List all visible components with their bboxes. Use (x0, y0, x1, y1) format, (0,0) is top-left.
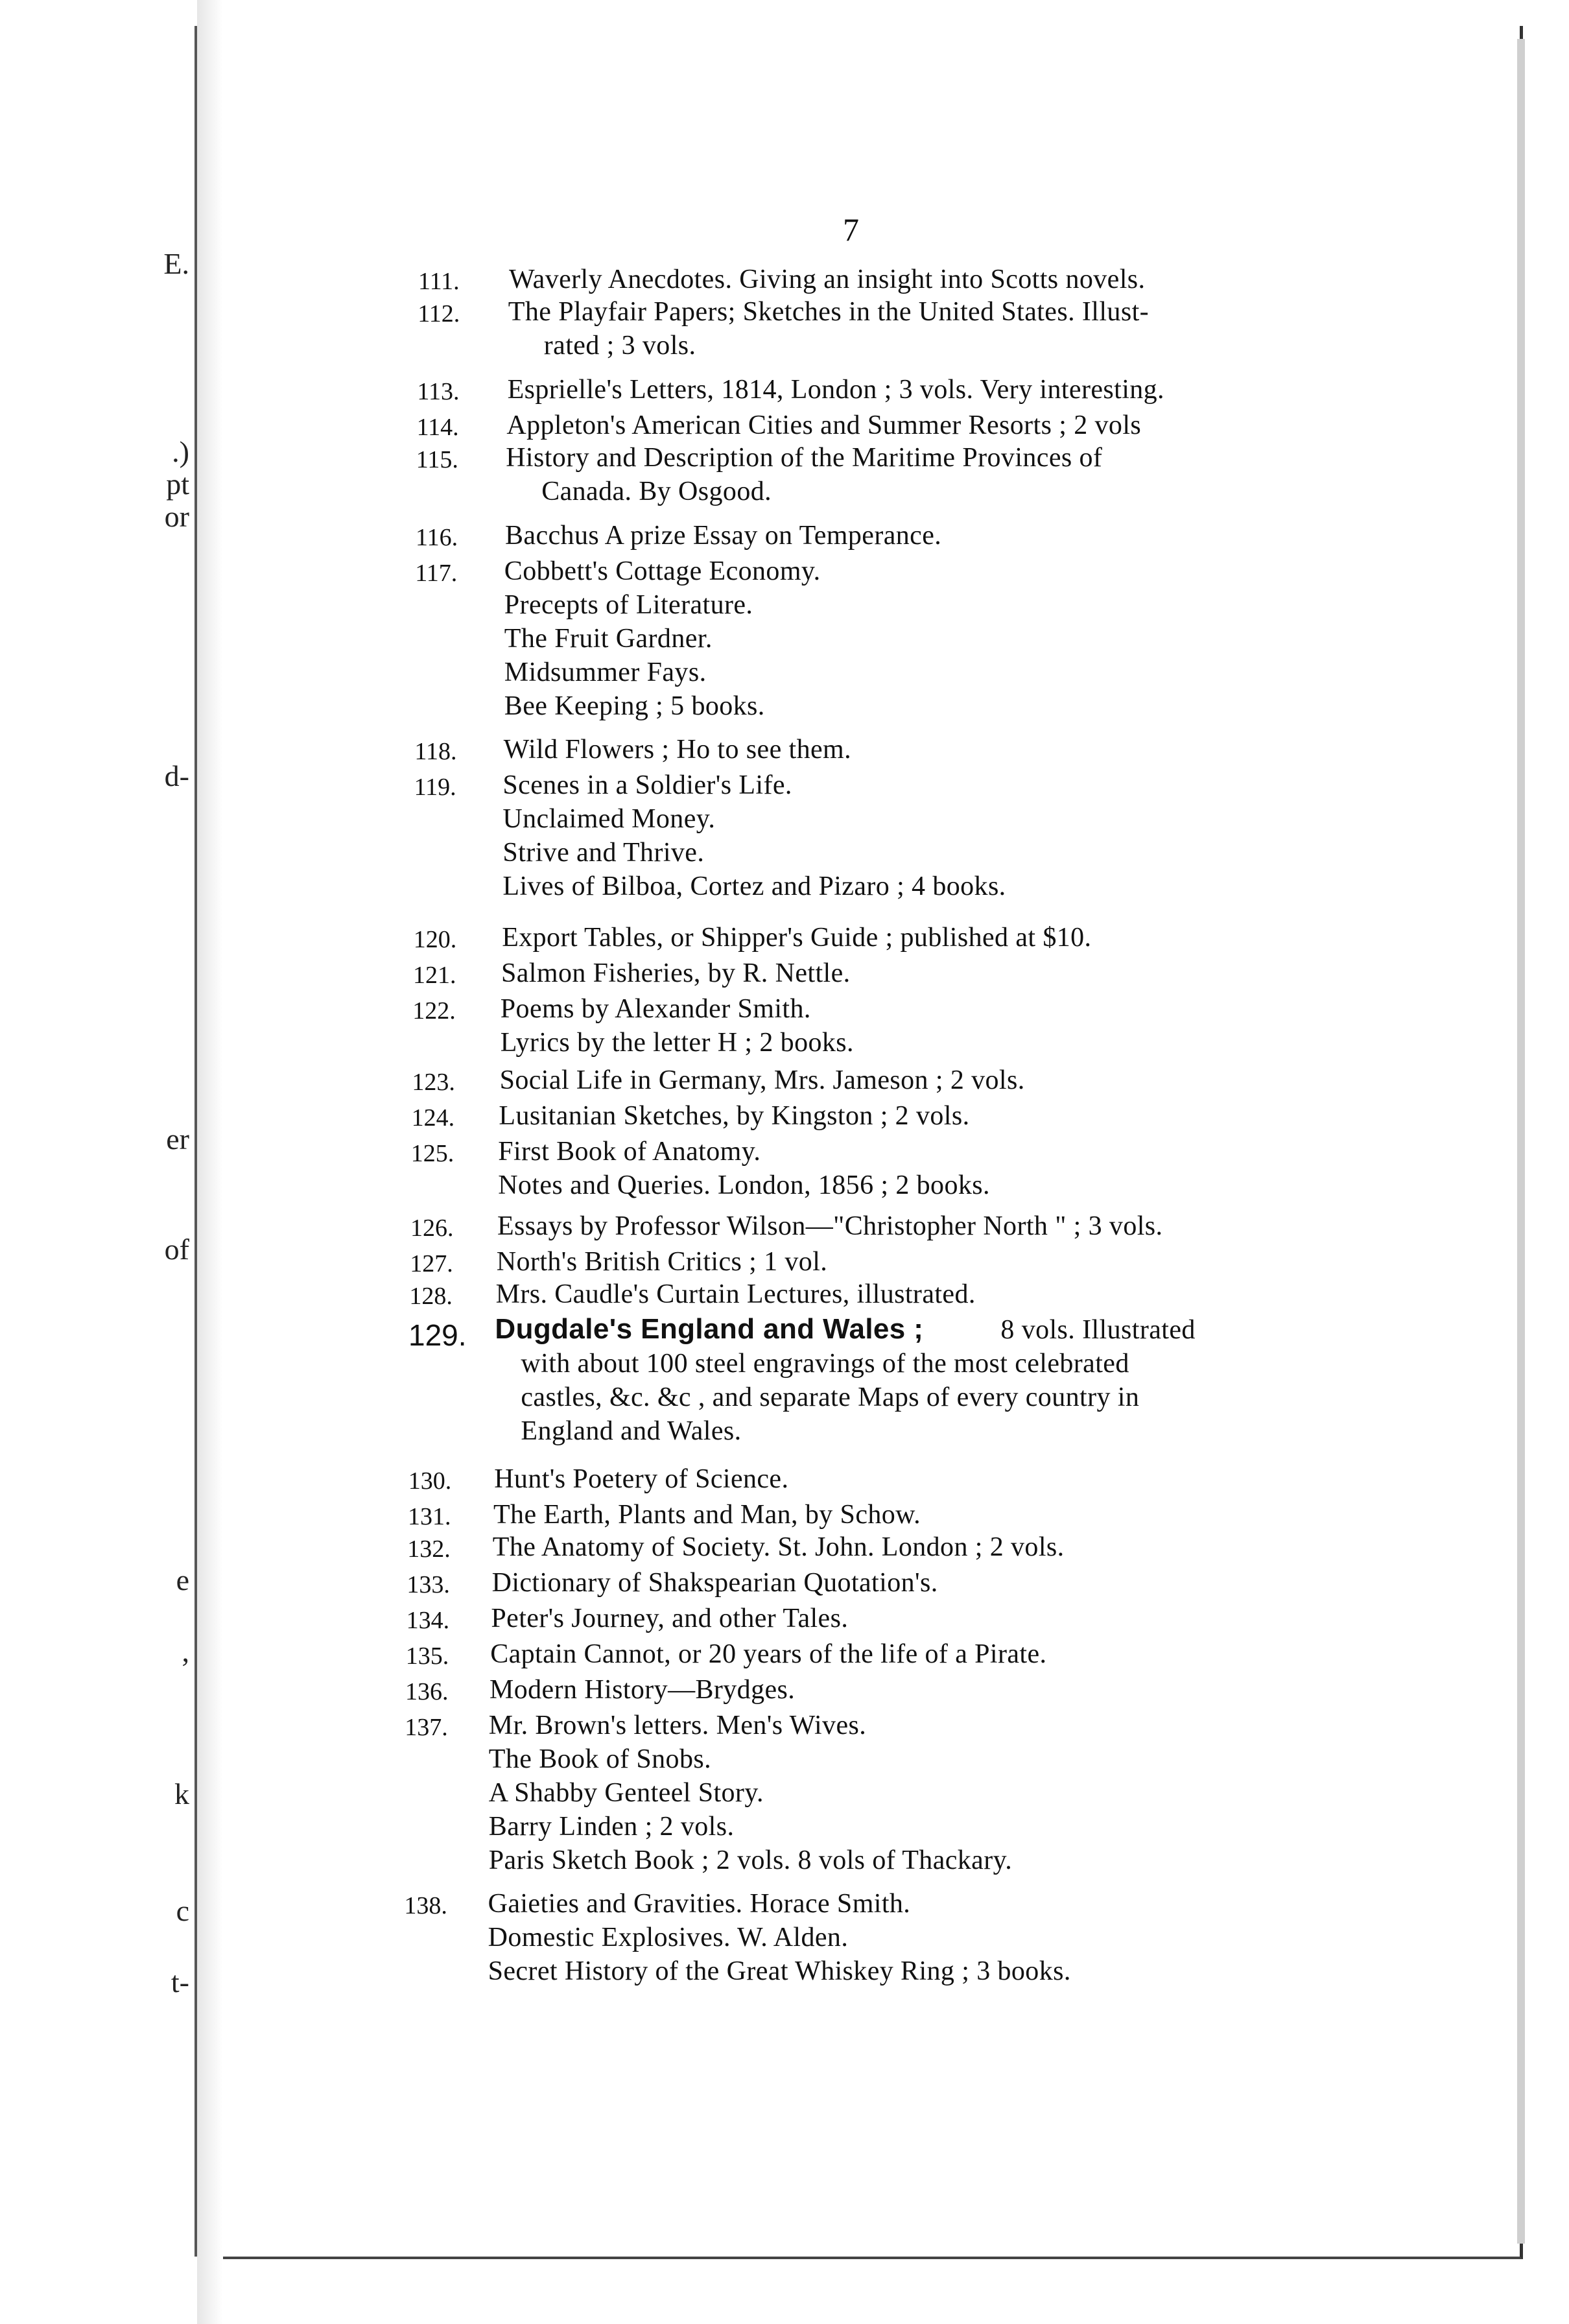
entry-number: 131. (408, 1503, 451, 1530)
entry-line: England and Wales. (521, 1416, 742, 1446)
entry-number: 124. (411, 1104, 455, 1132)
book-gutter (197, 0, 223, 2324)
entry-line: rated ; 3 vols. (543, 331, 696, 361)
entry-line: Social Life in Germany, Mrs. Jameson ; 2 vols. (499, 1065, 1025, 1095)
entry-line: Mr. Brown's letters. Men's Wives. (488, 1711, 867, 1740)
page-edge-shadow (1517, 39, 1525, 2244)
entry-line: Strive and Thrive. (502, 838, 705, 868)
entry-number: 113. (417, 378, 460, 405)
entry-line: Bacchus A prize Essay on Temperance. (505, 521, 942, 551)
entry-number: 112. (418, 300, 460, 327)
entry-line: castles, &c. &c , and separate Maps of every country in (521, 1382, 1140, 1412)
entry-line: A Shabby Genteel Story. (488, 1778, 764, 1808)
entry-number: 138. (404, 1892, 447, 1919)
entry-line: Lyrics by the letter H ; 2 books. (500, 1028, 854, 1058)
entry-line: Lives of Bilboa, Cortez and Pizaro ; 4 books. (502, 872, 1006, 901)
entry-line: Peter's Journey, and other Tales. (491, 1604, 849, 1633)
entry-number: 136. (405, 1678, 449, 1705)
entry-line: Canada. By Osgood. (541, 477, 772, 506)
entry-line: Esprielle's Letters, 1814, London ; 3 vols. Very interesting. (507, 375, 1164, 405)
entry-line: North's British Critics ; 1 vol. (496, 1247, 828, 1277)
entry-line: Mrs. Caudle's Curtain Lectures, illustrated. (495, 1279, 976, 1309)
entry-line: Salmon Fisheries, by R. Nettle. (501, 958, 851, 988)
entry-line: The Fruit Gardner. (504, 624, 713, 654)
entry-line: Captain Cannot, or 20 years of the life of a Pirate. (490, 1639, 1047, 1669)
entry-number: 116. (416, 524, 458, 551)
entry-line: Appleton's American Cities and Summer Resorts ; 2 vols (506, 410, 1142, 440)
left-page-fragment: pt (166, 468, 189, 501)
entry-number: 128. (409, 1283, 453, 1310)
entry-line: Lusitanian Sketches, by Kingston ; 2 vols. (499, 1101, 970, 1131)
entry-number: 111. (418, 268, 460, 295)
entry-line: Essays by Professor Wilson—"Christopher North " ; 3 vols. (497, 1211, 1163, 1241)
entry-line: 8 vols. Illustrated (1000, 1315, 1196, 1345)
entry-number: 118. (414, 738, 457, 765)
entry-line: Hunt's Poetery of Science. (494, 1464, 789, 1494)
entry-line: The Earth, Plants and Man, by Schow. (493, 1500, 921, 1530)
entry-number: 127. (410, 1250, 453, 1277)
left-page-fragment: E. (163, 247, 189, 280)
entry-line: Notes and Queries. London, 1856 ; 2 books. (498, 1170, 990, 1200)
bleed-through-text (1141, 1686, 1452, 2010)
entry-line: The Playfair Papers; Sketches in the United States. Illust- (508, 297, 1150, 327)
entry-line: Precepts of Literature. (504, 590, 753, 620)
entry-line: Wild Flowers ; Ho to see them. (503, 735, 851, 765)
left-page-fragment: e (176, 1563, 189, 1596)
entry-number: 117. (415, 560, 458, 587)
left-page-fragment: c (176, 1894, 189, 1927)
entry-number: 122. (412, 997, 456, 1025)
left-page-edge (0, 26, 197, 2257)
page-number: 7 (843, 211, 859, 248)
entry-line: Midsummer Fays. (504, 658, 707, 687)
entry-line: with about 100 steel engravings of the most celebrated (521, 1349, 1129, 1379)
entry-line: Waverly Anecdotes. Giving an insight into Scotts novels. (509, 265, 1146, 294)
entry-number: 115. (416, 446, 458, 473)
entry-number: 129. (408, 1318, 467, 1352)
entry-line: Paris Sketch Book ; 2 vols. 8 vols of Thackary. (488, 1845, 1013, 1875)
entry-number: 137. (405, 1714, 448, 1741)
left-page-fragment: k (174, 1777, 189, 1810)
entry-line: Unclaimed Money. (502, 804, 716, 834)
entry-number: 121. (413, 962, 456, 989)
entry-number: 120. (413, 926, 457, 953)
entry-line: Cobbett's Cottage Economy. (504, 556, 821, 586)
entry-line: The Anatomy of Society. St. John. London ; 2 vols. (492, 1532, 1065, 1562)
left-page-fragment: er (166, 1122, 189, 1156)
entry-line: Secret History of the Great Whiskey Ring ; 3 books. (488, 1956, 1071, 1986)
entry-line: Dictionary of Shakspearian Quotation's. (491, 1568, 938, 1598)
entry-line: Export Tables, or Shipper's Guide ; published at $10. (502, 923, 1092, 953)
entry-line: First Book of Anatomy. (498, 1137, 761, 1167)
entry-line: Domestic Explosives. W. Alden. (488, 1923, 849, 1952)
entry-line: Barry Linden ; 2 vols. (488, 1812, 735, 1842)
entry-number: 125. (410, 1140, 454, 1167)
entry-number: 119. (414, 774, 456, 801)
entry-line: Modern History—Brydges. (490, 1675, 796, 1705)
left-page-fragment: .) (172, 435, 189, 468)
entry-number: 135. (405, 1642, 449, 1670)
entry-number: 130. (408, 1467, 452, 1495)
entry-number: 132. (407, 1536, 451, 1563)
entry-line: Poems by Alexander Smith. (500, 994, 811, 1024)
left-page-fragment: or (164, 500, 189, 533)
left-page-fragment: d- (164, 759, 189, 792)
entry-bold-title: Dugdale's England and Wales ; (495, 1313, 924, 1345)
entry-line: History and Description of the Maritime Provinces of (506, 443, 1103, 473)
entry-line: Gaieties and Gravities. Horace Smith. (488, 1889, 911, 1919)
left-page-fragment: , (182, 1635, 189, 1668)
entry-line: Scenes in a Soldier's Life. (502, 770, 792, 800)
left-page-fragment: of (164, 1233, 189, 1266)
entry-number: 126. (410, 1215, 454, 1242)
entry-number: 114. (416, 414, 459, 441)
entry-line: Bee Keeping ; 5 books. (504, 691, 765, 721)
left-page-fragment: t- (171, 1965, 189, 1998)
entry-number: 133. (407, 1571, 450, 1598)
entry-number: 134. (406, 1607, 450, 1634)
entry-number: 123. (412, 1069, 455, 1096)
entry-line: The Book of Snobs. (488, 1744, 711, 1774)
